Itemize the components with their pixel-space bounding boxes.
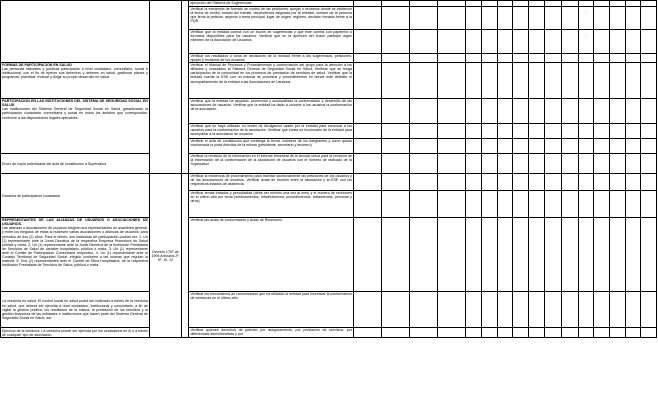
score-cell[interactable] [562, 191, 579, 218]
score-cell[interactable] [610, 292, 626, 328]
score-cell[interactable] [353, 174, 381, 191]
score-cell[interactable] [513, 99, 529, 124]
score-cell[interactable] [528, 139, 545, 154]
requirement-cell [1, 1, 150, 63]
score-cell[interactable] [545, 124, 562, 139]
verification-cell: Verificar la remisión de la información en el informe trimestral de la circular única para la remisión de la información de la conformación de la asociación de usuarios con el número de radicado de la Supersalud [189, 154, 354, 174]
score-cell[interactable] [562, 7, 579, 30]
score-cell[interactable] [610, 154, 626, 174]
score-cell[interactable] [482, 154, 498, 174]
verification-cell: ejecución del Sistema de Sugerencias [189, 1, 354, 7]
norm-cell [149, 1, 181, 174]
score-cell[interactable] [497, 7, 513, 30]
score-cell[interactable] [482, 191, 498, 218]
score-cell[interactable] [482, 63, 498, 99]
score-cell[interactable] [594, 154, 610, 174]
score-cell[interactable] [497, 63, 513, 99]
verification-cell: Verificar el Manual de Procesos y Procedimientos y conformación del grupo para la atención a los afiliados y vinculados al Sistema General de Seguridad Social en Salud. Verificar que se tenga participación de la comunidad en los procesos de prestación de servicios de salud. Verificar que la entidad cuente la ESE con un manual de procesos y procedimientos en donde esté definido el acompañamiento de la entidad a las Asociaciones de Usuarios. [189, 63, 354, 99]
score-cell[interactable] [610, 30, 626, 54]
score-cell[interactable] [513, 174, 529, 191]
requirement-title: REPRESENTANTES DE LAS ALIANZAS DE USUARIOS O ASOCIACIONES DE USUARIOS. [2, 218, 148, 227]
score-cell[interactable] [562, 174, 579, 191]
score-cell[interactable] [641, 154, 657, 174]
score-cell[interactable] [353, 328, 381, 338]
score-cell[interactable] [610, 174, 626, 191]
score-cell[interactable] [610, 54, 626, 63]
requirement-text: Las alianzas o asociaciones de usuarios elegirán sus representantes en asamblea general, y entre los elegidos de éstas si hubiesen varias asociaciones o alianzas de usuarios, para períodos de dos (2) años. Para el efecto, sus instancias de participación podrán ser: 1. Un (1) representante ante la Junta Directiva de la respectiva Empresa Promotora de Salud pública y mixta. 2. Un (1) representante ante la Junta Directiva de la Institución Prestataria de Servicios de Salud de carácter hospitalario, pública o mixta. 3. Un (1) representante ante el Comité de Participación Comunitaria respectivo. 4. Un (1) representante ante el Consejo Territorial de Seguridad Social, elegido conforme a las normas que regulan la materia. 5. Dos (2) representantes ante el Comité de Ética Hospitalaria, de la respectiva Institución Prestataria de Servicios de Salud, pública o mixta. [2, 226, 148, 268]
score-cell[interactable] [610, 139, 626, 154]
score-cell[interactable] [641, 54, 657, 63]
score-cell[interactable] [578, 139, 594, 154]
score-cell[interactable] [482, 218, 498, 292]
score-cell[interactable] [594, 54, 610, 63]
score-cell[interactable] [594, 174, 610, 191]
requirement-text: Las Instituciones del Sistema General de Seguridad Social en Salud, garantizarán la participación ciudadana, comunitaria y social en todos los ámbitos que correspondan, conforme a las disposiciones legales aplicables. [2, 107, 148, 120]
score-cell[interactable] [625, 7, 641, 30]
score-cell[interactable] [438, 218, 466, 292]
score-cell[interactable] [545, 99, 562, 124]
score-cell[interactable] [545, 7, 562, 30]
requirement-cell [1, 218, 150, 292]
score-cell[interactable] [562, 124, 579, 139]
requirement-text: Envío de copia autenticada del acta de constitución a Supersalud [2, 161, 107, 166]
table-body [1, 1, 657, 338]
score-cell[interactable] [625, 292, 641, 328]
dash-mark: - [585, 9, 587, 14]
score-cell[interactable] [482, 174, 498, 191]
verification-cell: Verificar las actas de conformación y Actas de Reuniones [189, 218, 354, 292]
score-cell[interactable] [513, 139, 529, 154]
score-cell[interactable] [513, 328, 529, 338]
score-cell[interactable] [410, 63, 438, 99]
score-cell[interactable] [482, 292, 498, 328]
norm-cell: Decreto 1757 de 1994 Artículos 2º, 9º, 10, 12 [149, 174, 181, 338]
score-cell[interactable] [641, 328, 657, 338]
score-cell[interactable] [497, 30, 513, 54]
verification-cell: Verificar el acta de constitución que contenga la fecha, nombres de los integrantes y como quedo conformada la junta directiva de la misma (presidente, secretario y tesorero) [189, 139, 354, 154]
score-cell[interactable] [466, 139, 482, 154]
score-cell[interactable] [410, 30, 438, 54]
table-row [1, 154, 657, 174]
score-cell[interactable] [513, 63, 529, 99]
score-cell[interactable] [578, 30, 594, 54]
score-cell[interactable] [562, 292, 579, 328]
requirement-cell [1, 63, 150, 99]
score-cell[interactable] [482, 30, 498, 54]
requirement-title: FORMAS DE PARTICIPACION EN SALUD [2, 63, 72, 68]
score-cell[interactable] [353, 63, 381, 99]
score-cell[interactable] [513, 30, 529, 54]
score-cell[interactable] [513, 292, 529, 328]
score-cell[interactable] [610, 63, 626, 99]
score-cell[interactable] [466, 124, 482, 139]
verification-cell: Verificar que se haya utilizado un medio de divulgación usado por la entidad para convocar a los usuarios para la conformación de la asociación. Verificar que exista un funcionario de la entidad para acompañar a la asociación de usuarios [189, 124, 354, 139]
score-cell[interactable] [641, 7, 657, 30]
requirement-text: La veeduría en salud. El control social en salud podrá ser realizado a través de la veeduría en salud, que deberá ser ejercida a nivel ciudadano, institucional y comunitario, a fin de vigilar la gestión pública, los resultados de la misma, la prestación de los servicios y la gestión financiera de las entidades e instituciones que hacen parte del Sistema General de Seguridad Social en Salud, así: [2, 299, 148, 320]
score-cell[interactable] [382, 328, 410, 338]
score-cell[interactable] [353, 139, 381, 154]
table-row [1, 328, 657, 338]
score-cell[interactable] [466, 328, 482, 338]
score-cell[interactable] [353, 191, 381, 218]
score-cell[interactable] [545, 191, 562, 218]
score-cell[interactable] [353, 154, 381, 174]
score-cell[interactable] [545, 218, 562, 292]
score-cell[interactable] [562, 154, 579, 174]
score-cell[interactable] [578, 154, 594, 174]
score-cell[interactable] [466, 154, 482, 174]
score-cell[interactable] [562, 99, 579, 124]
score-cell[interactable] [528, 328, 545, 338]
table-row [1, 63, 657, 99]
score-cell[interactable] [528, 218, 545, 292]
score-cell[interactable] [578, 292, 594, 328]
verification-cell: Verificar la existencia de formato de control de las peticiones, quejas o reclamos donde se evidencie la fecha de recibo, estado del trámite, dependencia asignada por la entidad, nombre de la persona que firma la petición, aspecto o tema principal, lugar de origen, régimen, decisión tomada frente a la PQR. [189, 7, 354, 30]
requirement-cell [1, 292, 150, 328]
verification-cell: Verificar quienes derechos de petición por aseguramiento, por prestación de servicios, por deficiencias administrativas y por [190, 328, 352, 337]
score-cell[interactable] [578, 54, 594, 63]
score-cell[interactable] [382, 139, 410, 154]
score-cell[interactable] [545, 139, 562, 154]
score-cell[interactable] [641, 139, 657, 154]
score-cell[interactable] [528, 191, 545, 218]
score-cell[interactable] [438, 7, 466, 30]
score-cell[interactable] [497, 139, 513, 154]
score-cell[interactable] [353, 124, 381, 139]
score-cell[interactable] [410, 124, 438, 139]
score-cell[interactable] [382, 99, 410, 124]
score-cell[interactable] [482, 7, 498, 30]
requirement-text: Las personas naturales y jurídicas participarán a nivel ciudadano, comunitario, social e institucional, con el fin de ejercer sus derechos y deberes en salud, gestionar planes y programas, planificar, evaluar y dirigir su propio desarrollo en salud. [2, 67, 148, 80]
score-cell[interactable] [545, 30, 562, 54]
score-cell[interactable] [562, 218, 579, 292]
dash-mark: - [585, 32, 587, 37]
table-row [1, 99, 657, 124]
score-cell[interactable] [528, 30, 545, 54]
score-cell[interactable] [438, 99, 466, 124]
score-cell[interactable] [482, 328, 498, 338]
score-cell[interactable] [466, 218, 482, 292]
score-cell[interactable] [610, 328, 626, 338]
score-cell[interactable] [641, 292, 657, 328]
score-cell[interactable] [410, 328, 438, 338]
score-cell[interactable] [482, 139, 498, 154]
score-cell[interactable] [466, 191, 482, 218]
score-cell[interactable] [497, 191, 513, 218]
verification-cell: Verificar temas tratados y periodicidad (debe ser mínimo una vez al mes) y el número de reuniones en el último año por tema (medicamentos, infraestructura, procedimientos, tratamientos, personal y otros) [189, 191, 354, 218]
score-cell[interactable] [513, 218, 529, 292]
score-cell[interactable] [528, 63, 545, 99]
score-cell[interactable] [594, 328, 610, 338]
score-cell[interactable] [528, 154, 545, 174]
score-cell[interactable] [594, 124, 610, 139]
score-cell[interactable] [353, 54, 381, 63]
score-cell[interactable] [625, 154, 641, 174]
score-cell[interactable] [482, 99, 498, 124]
score-cell[interactable] [610, 7, 626, 30]
score-cell[interactable] [382, 191, 410, 218]
score-cell[interactable] [382, 63, 410, 99]
score-cell[interactable] [438, 292, 466, 328]
score-cell[interactable] [438, 30, 466, 54]
score-cell[interactable] [353, 292, 381, 328]
verification-cell: Verificar que la entidad ha apoyado, promovido y acompañado la conformación y desarrollo de las asociaciones de usuarios. Verificar que la entidad ha dado a conocer a los usuarios la conformación de la asociación. [189, 99, 354, 124]
score-cell[interactable] [594, 218, 610, 292]
verification-cell: Verificar que la entidad cuenta con un buzón de sugerencias y que este cuenta con papelería o formatos disponibles para los usuarios. Verificar que en la apertura del buzón participe algún miembro de la Asociación de Usuarios [189, 30, 354, 54]
score-cell[interactable] [410, 292, 438, 328]
score-cell[interactable] [466, 292, 482, 328]
score-cell[interactable] [353, 30, 381, 54]
score-cell[interactable] [528, 99, 545, 124]
score-cell[interactable] [578, 191, 594, 218]
score-cell[interactable] [438, 54, 466, 63]
score-cell[interactable] [410, 154, 438, 174]
score-cell[interactable] [466, 99, 482, 124]
score-cell[interactable] [497, 54, 513, 63]
score-cell[interactable] [578, 99, 594, 124]
score-cell[interactable] [497, 328, 513, 338]
score-cell[interactable] [562, 54, 579, 63]
score-cell[interactable] [382, 174, 410, 191]
score-cell[interactable] [438, 124, 466, 139]
score-cell[interactable] [578, 174, 594, 191]
requirement-cell [1, 154, 150, 174]
score-cell[interactable] [562, 63, 579, 99]
requirement-text: Ejercicio de la veeduría. La veeduría puede ser ejercida por los ciudadanos en el o a través de cualquier tipo de asociación, [2, 328, 148, 337]
score-cell[interactable] [466, 63, 482, 99]
score-cell[interactable] [641, 30, 657, 54]
score-cell[interactable] [641, 63, 657, 99]
score-cell[interactable] [438, 328, 466, 338]
score-cell[interactable] [382, 54, 410, 63]
score-cell[interactable] [410, 7, 438, 30]
score-cell[interactable] [497, 292, 513, 328]
score-cell[interactable] [641, 99, 657, 124]
score-cell[interactable] [513, 124, 529, 139]
score-cell[interactable] [482, 54, 498, 63]
score-cell[interactable] [382, 30, 410, 54]
score-cell[interactable] [353, 7, 381, 30]
score-cell[interactable] [382, 124, 410, 139]
score-cell[interactable] [594, 191, 610, 218]
table-row [1, 174, 657, 191]
score-cell[interactable] [578, 7, 594, 30]
score-cell[interactable] [410, 54, 438, 63]
score-cell[interactable] [528, 174, 545, 191]
score-cell[interactable] [625, 99, 641, 124]
score-cell[interactable] [513, 54, 529, 63]
score-cell[interactable] [578, 328, 594, 338]
score-cell[interactable] [545, 54, 562, 63]
score-cell[interactable] [641, 191, 657, 218]
score-cell[interactable] [382, 292, 410, 328]
score-cell[interactable] [578, 63, 594, 99]
score-cell[interactable] [610, 218, 626, 292]
score-cell[interactable] [610, 99, 626, 124]
score-cell[interactable] [625, 328, 641, 338]
score-cell[interactable] [594, 99, 610, 124]
score-cell[interactable] [562, 30, 579, 54]
score-cell[interactable] [625, 218, 641, 292]
requirement-text: Garantía de participación ciudadana [2, 193, 60, 198]
score-cell[interactable] [528, 7, 545, 30]
score-cell[interactable] [497, 154, 513, 174]
score-cell[interactable] [594, 292, 610, 328]
score-cell[interactable] [594, 7, 610, 30]
score-cell[interactable] [513, 154, 529, 174]
score-cell[interactable] [410, 139, 438, 154]
gap-cell [182, 1, 189, 174]
score-cell[interactable] [466, 54, 482, 63]
score-cell[interactable] [438, 191, 466, 218]
score-cell[interactable] [625, 124, 641, 139]
score-cell[interactable] [482, 124, 498, 139]
score-cell[interactable] [610, 191, 626, 218]
gap-cell [182, 174, 189, 338]
verification-cell: Verificar la existencia de procedimiento para tramitar oportunamente las peticiones de los usuarios y de las asociaciones de usuarios. Verificar actas de reunión entre la asociación y la ESE con los respectivos listados de asistencia. [189, 174, 354, 191]
requirement-cell [1, 174, 150, 218]
score-cell[interactable] [545, 63, 562, 99]
score-cell[interactable] [528, 54, 545, 63]
score-cell[interactable] [625, 139, 641, 154]
verification-cell: Verificar los resultados o toma de decisiones de la entidad frente a las sugerencias, peticiones, quejas y reclamos de los usuarios [190, 54, 352, 63]
score-cell[interactable] [545, 328, 562, 338]
score-cell[interactable] [513, 7, 529, 30]
score-cell[interactable] [610, 124, 626, 139]
score-cell[interactable] [466, 30, 482, 54]
score-cell[interactable] [545, 174, 562, 191]
score-cell[interactable] [497, 124, 513, 139]
score-cell[interactable] [562, 139, 579, 154]
score-cell[interactable] [438, 139, 466, 154]
requirement-cell [1, 99, 150, 154]
score-cell[interactable] [545, 292, 562, 328]
score-cell[interactable] [545, 154, 562, 174]
score-cell[interactable] [438, 63, 466, 99]
score-cell[interactable] [466, 7, 482, 30]
score-cell[interactable] [641, 218, 657, 292]
score-cell[interactable] [594, 63, 610, 99]
score-cell[interactable] [625, 191, 641, 218]
score-cell[interactable] [410, 99, 438, 124]
score-cell[interactable] [625, 54, 641, 63]
score-cell[interactable] [353, 99, 381, 124]
score-cell[interactable] [578, 218, 594, 292]
score-cell[interactable] [382, 7, 410, 30]
score-cell[interactable] [410, 191, 438, 218]
score-cell[interactable] [641, 174, 657, 191]
score-cell[interactable] [513, 191, 529, 218]
score-cell[interactable] [594, 30, 610, 54]
verification-cell: Verificar los mecanismos de comunicación que ha utilizado la entidad para incentivar la conformación de veedurías en el último año. [189, 292, 354, 328]
score-cell[interactable] [382, 218, 410, 292]
requirement-title: PARTICIPACION EN LAS INSTITUCIONES DEL SISTEMA DE SEGURIDAD SOCIAL EN SALUD [2, 99, 148, 108]
score-cell[interactable] [466, 174, 482, 191]
score-cell[interactable] [382, 154, 410, 174]
score-cell[interactable] [625, 30, 641, 54]
score-cell[interactable] [528, 292, 545, 328]
score-cell[interactable] [438, 174, 466, 191]
table-row [1, 292, 657, 328]
score-cell[interactable] [562, 328, 579, 338]
score-cell[interactable] [353, 218, 381, 292]
score-cell[interactable] [641, 124, 657, 139]
score-cell[interactable] [410, 174, 438, 191]
score-cell[interactable] [594, 139, 610, 154]
score-cell[interactable] [410, 218, 438, 292]
requirement-cell [1, 328, 150, 338]
score-cell[interactable] [438, 154, 466, 174]
score-cell[interactable] [625, 174, 641, 191]
score-cell[interactable] [528, 124, 545, 139]
score-cell[interactable] [497, 174, 513, 191]
score-cell[interactable] [578, 124, 594, 139]
score-cell[interactable] [625, 63, 641, 99]
score-cell[interactable] [497, 99, 513, 124]
table-row [1, 218, 657, 292]
score-cell[interactable] [497, 218, 513, 292]
